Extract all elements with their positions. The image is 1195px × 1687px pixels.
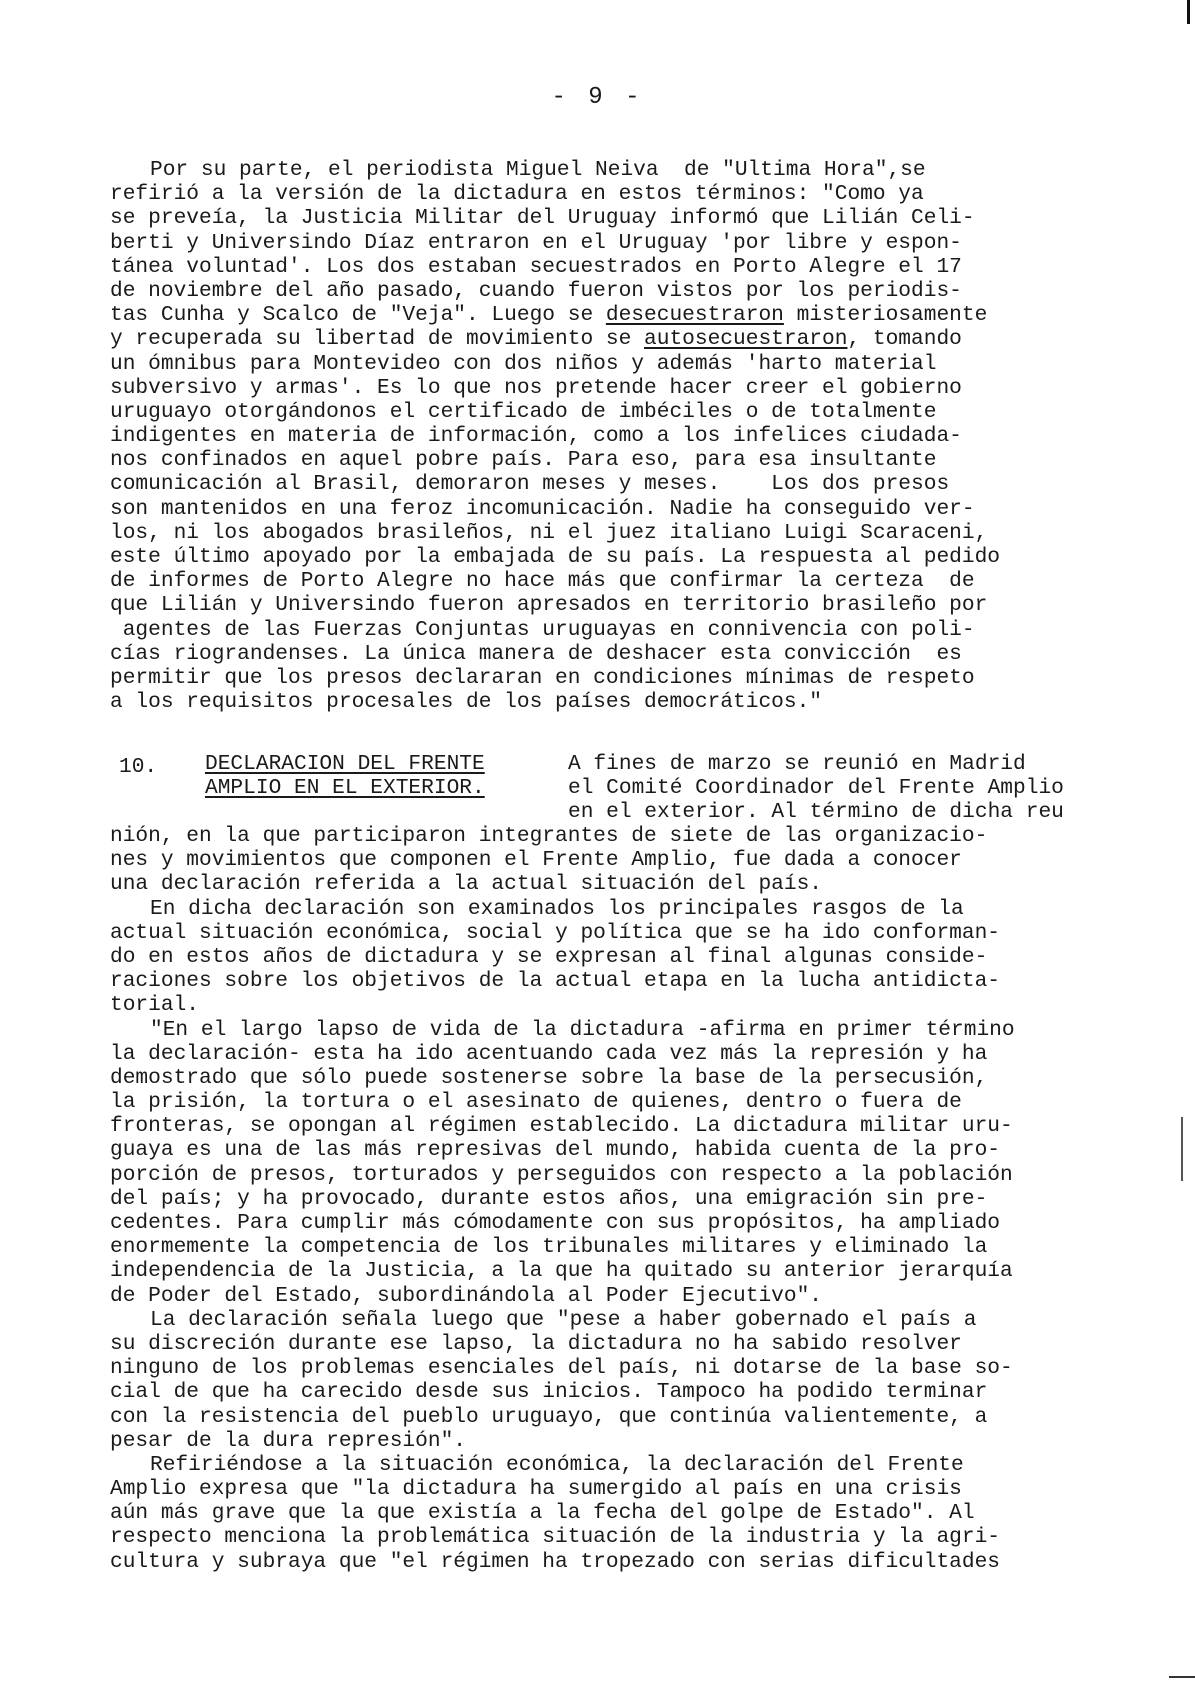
scan-edge-mark: [1187, 0, 1190, 24]
text-line: que Lilián y Universindo fueron apresados en territorio brasileño por: [110, 593, 988, 618]
text-line: fronteras, se opongan al régimen establecido. La dictadura militar uru-: [110, 1114, 1013, 1139]
text-line: do en estos años de dictadura y se expresan al final algunas conside-: [110, 944, 988, 969]
text-line: este último apoyado por la embajada de su país. La respuesta al pedido: [110, 545, 1001, 569]
underlined-word: desecuestraron: [605, 303, 784, 328]
section-heading-line: AMPLIO EN EL EXTERIOR.: [205, 776, 485, 801]
section-body: [110, 824, 1155, 1574]
text-line: de informes de Porto Alegre no hace más que confirmar la certeza de: [110, 569, 975, 594]
text-line: respecto menciona la problemática situación de la industria y la agri-: [110, 1525, 1001, 1550]
text-line: Amplio expresa que "la dictadura ha sumergido al país en una crisis: [110, 1477, 962, 1502]
text-line: nes y movimientos que componen el Frente Amplio, fue dada a conocer: [110, 848, 962, 873]
text-line: comunicación al Brasil, demoraron meses y meses. Los dos presos: [110, 472, 950, 497]
text-line: independencia de la Justicia, a la que ha quitado su anterior jerarquía: [110, 1259, 1013, 1284]
text-line: "En el largo lapso de vida de la dictadura -afirma en primer término: [150, 1017, 1015, 1042]
scan-margin-mark: [1181, 1117, 1183, 1181]
text-line: enormemente la competencia de los tribunales militares y eliminado la: [110, 1235, 988, 1260]
text-line: Por su parte, el periodista Miguel Neiva de "Ultima Hora",se: [150, 158, 926, 182]
text-line: pesar de la dura represión".: [110, 1428, 467, 1453]
text-line: demostrado que sólo puede sostenerse sobre la base de la persecusión,: [110, 1065, 988, 1090]
text-line: cial de que ha carecido desde sus inicios. Tampoco ha podido terminar: [110, 1380, 988, 1405]
text-line: torial.: [110, 993, 200, 1018]
text-line: subversivo y armas'. Es lo que nos pretende hacer creer el gobierno: [110, 375, 962, 400]
section-heading-line: DECLARACION DEL FRENTE: [205, 752, 485, 776]
page-number: - 9 -: [551, 84, 644, 111]
text-line: son mantenidos en una feroz incomunicación. Nadie ha conseguido ver-: [110, 496, 975, 521]
text-line: uruguayo otorgándonos el certificado de imbéciles o de totalmente: [110, 399, 937, 424]
text-line: agentes de las Fuerzas Conjuntas uruguayas en connivencia con poli-: [110, 617, 975, 642]
text-line: porción de presos, torturados y perseguidos con respecto a la población: [110, 1162, 1013, 1187]
text-line: nos confinados en aquel pobre país. Para eso, para esa insultante: [110, 448, 937, 473]
text-line: A fines de marzo se reunió en Madrid: [568, 752, 1026, 776]
text-line: el Comité Coordinador del Frente Amplio: [568, 776, 1064, 801]
text-line: tas Cunha y Scalco de "Veja". Luego se desecuestraron misteriosamente: [110, 303, 988, 328]
text-line: actual situación económica, social y política que se ha ido conforman-: [110, 920, 1001, 945]
underlined-word: autosecuestraron: [644, 327, 848, 352]
text-line: berti y Universindo Díaz entraron en el Uruguay 'por libre y espon-: [110, 230, 962, 255]
text-line: cultura y subraya que "el régimen ha tropezado con serias dificultades: [110, 1549, 1001, 1574]
text-line: permitir que los presos declararan en condiciones mínimas de respeto: [110, 665, 975, 690]
text-line: con la resistencia del pueblo uruguayo, que continúa valientemente, a: [110, 1404, 988, 1429]
section-number: 10.: [119, 755, 158, 779]
text-line: cías riograndenses. La única manera de deshacer esta convicción es: [110, 641, 962, 666]
text-line: una declaración referida a la actual situación del país.: [110, 872, 823, 897]
text-line: los, ni los abogados brasileños, ni el juez italiano Luigi Scaraceni,: [110, 520, 988, 545]
scan-corner-mark: [1169, 1676, 1195, 1678]
text-line: se preveía, la Justicia Militar del Uruguay informó que Lilián Celi-: [110, 206, 975, 231]
text-line: y recuperada su libertad de movimiento se autosecuestraron, tomando: [110, 327, 962, 352]
text-line: en el exterior. Al término de dicha reu: [568, 800, 1064, 825]
text-line: cedentes. Para cumplir más cómodamente con sus propósitos, ha ampliado: [110, 1211, 1001, 1235]
text-line: raciones sobre los objetivos de la actual etapa en la lucha antidicta-: [110, 969, 1001, 994]
text-line: nión, en la que participaron integrantes de siete de las organizacio-: [110, 824, 988, 848]
text-line: aún más grave que la que existía a la fecha del golpe de Estado". Al: [110, 1501, 975, 1526]
text-line: la declaración- esta ha ido acentuando cada vez más la represión y ha: [110, 1041, 988, 1066]
text-line: la prisión, la tortura o el asesinato de quienes, dentro o fuera de: [110, 1090, 962, 1115]
text-line: su discreción durante ese lapso, la dictadura no ha sabido resolver: [110, 1331, 962, 1356]
text-line: La declaración señala luego que "pese a haber gobernado el país a: [150, 1307, 977, 1332]
text-line: del país; y ha provocado, durante estos años, una emigración sin pre-: [110, 1186, 988, 1211]
text-line: refirió a la versión de la dictadura en estos términos: "Como ya: [110, 182, 924, 207]
text-line: de noviembre del año pasado, cuando fueron vistos por los periodis-: [110, 278, 962, 303]
text-line: indigentes en materia de información, como a los infelices ciudada-: [110, 424, 962, 449]
paragraph-neiva-quote: [110, 158, 1155, 714]
text-line: Refiriéndose a la situación económica, la declaración del Frente: [150, 1452, 964, 1477]
text-line: un ómnibus para Montevideo con dos niños y además 'harto material: [110, 351, 937, 376]
text-line: de Poder del Estado, subordinándola al Poder Ejecutivo".: [110, 1283, 823, 1308]
section-heading: [205, 752, 535, 800]
text-line: guaya es una de las más represivas del mundo, habida cuenta de la pro-: [110, 1138, 1001, 1163]
text-line: En dicha declaración son examinados los principales rasgos de la: [150, 896, 964, 921]
section-intro: [568, 752, 1158, 825]
text-line: a los requisitos procesales de los países democráticos.": [110, 690, 823, 715]
text-line: ninguno de los problemas esenciales del país, ni dotarse de la base so-: [110, 1356, 1013, 1381]
text-line: tánea voluntad'. Los dos estaban secuestrados en Porto Alegre el 17: [110, 254, 962, 279]
